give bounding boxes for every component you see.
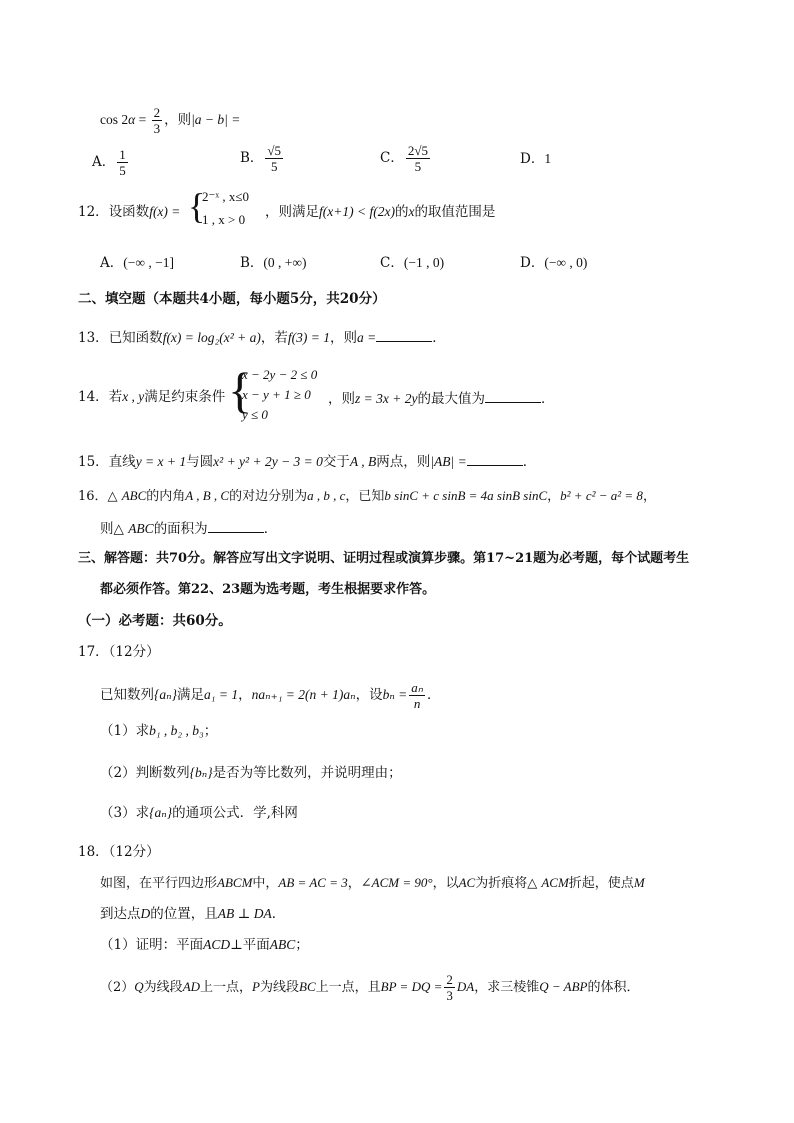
q12-option-b[interactable]: B．(0 , +∞) xyxy=(240,255,307,271)
q11-option-b[interactable]: B． $\frac{√5}{5}$ xyxy=(240,143,282,174)
q11-option-d[interactable]: D．1 xyxy=(520,151,552,167)
q12-case-2: 1 , x > 0 xyxy=(202,212,246,227)
q15-answer-blank[interactable] xyxy=(467,451,523,466)
q18-header: 18．（12分） xyxy=(78,844,160,860)
section-3-line-1: 三、解答题：共70分。解答应写出文字说明、证明过程或演算步骤。第17~21题为必考题，每个试题考生 xyxy=(78,551,690,566)
q16-line-1: 16．△ ABC的内角A , B , C的对边分别为a , b , c，已知b sinC + c sinB = 4a sinB sinC，b² + c² − a² = 8， xyxy=(78,488,656,504)
q17-header: 17．（12分） xyxy=(78,644,160,660)
q15: 15．直线y = x + 1与圆x² + y² + 2y − 3 = 0交于A , B两点，则|AB| = ． xyxy=(78,451,536,471)
section-3-sub: （一）必考题：共60分。 xyxy=(78,613,232,629)
q12-option-a[interactable]: A．(−∞ , −1] xyxy=(100,255,174,271)
q14-stem-tail: ，则z = 3x + 2y的最大值为 ． xyxy=(328,388,554,408)
q18-part-1: （1）证明：平面ACD⊥平面ABC； xyxy=(100,937,309,953)
q11-option-a[interactable]: A． $\frac{1}{5}$ xyxy=(92,147,126,178)
q17-part-1: （1）求b₁ , b₂ , b₃； xyxy=(100,723,218,739)
q14-constraint-3: y ≤ 0 xyxy=(242,407,268,422)
q11-premise: cos 2α = $\frac{2}{3}$ ，则|a − b| = xyxy=(100,105,241,136)
section-3-line-2: 都必须作答。第22、23题为选考题，考生根据要求作答。 xyxy=(100,582,436,597)
q13-answer-blank[interactable] xyxy=(376,327,432,342)
q11-option-c[interactable]: C． $\frac{2√5}{5}$ xyxy=(380,143,428,174)
q12-brace: { xyxy=(188,186,206,226)
q12-case-1: 2⁻ˣ , x≤0 xyxy=(202,189,250,204)
q17-part-2: （2）判断数列{bₙ}是否为等比数列，并说明理由； xyxy=(100,765,402,781)
q14-answer-blank[interactable] xyxy=(485,388,541,403)
q12-option-d[interactable]: D．(−∞ , 0) xyxy=(520,255,588,271)
section-2-heading: 二、填空题（本题共4小题，每小题5分，共20分） xyxy=(78,291,386,307)
q13: 13．已知函数f(x) = log₂(x² + a)，若f(3) = 1，则a = ． xyxy=(78,327,446,347)
q16-line-2: 则△ ABC的面积为 ． xyxy=(100,518,277,538)
q14-constraint-2: x − y + 1 ≥ 0 xyxy=(242,387,311,402)
q17-stem: 已知数列{aₙ}满足a₁ = 1，naₙ₊₁ = 2(n + 1)aₙ，设bₙ = $\frac{\text{aₙ}}{n}$ ． xyxy=(100,680,441,711)
q18-stem-line-1: 如图，在平行四边形ABCM中，AB = AC = 3，∠ACM = 90°，以AC为折痕将△ ACM折起，使点M xyxy=(100,875,645,891)
q12-option-c[interactable]: C．(−1 , 0) xyxy=(380,255,445,271)
q16-answer-blank[interactable] xyxy=(208,518,264,533)
q18-stem-line-2: 到达点D的位置，且AB ⊥ DA． xyxy=(100,906,286,922)
q12-stem: 12．设函数f(x) = xyxy=(78,204,181,220)
q14-brace: { xyxy=(228,362,252,418)
q18-part-2: （2）Q为线段AD上一点，P为线段BC上一点，且BP = DQ = $\frac{2}{3}$ DA，求三棱锥Q − ABP的体积． xyxy=(100,972,640,1003)
q12-stem-tail: ，则满足f(x+1) < f(2x)的x的取值范围是 xyxy=(265,204,496,220)
q11-fraction: $\frac{2}{3}$ xyxy=(153,105,161,136)
q14-stem: 14．若x , y满足约束条件 xyxy=(78,389,226,405)
q17-part-3: （3）求{aₙ}的通项公式．学,科网 xyxy=(100,805,298,821)
q14-constraint-1: x − 2y − 2 ≤ 0 xyxy=(242,367,318,382)
